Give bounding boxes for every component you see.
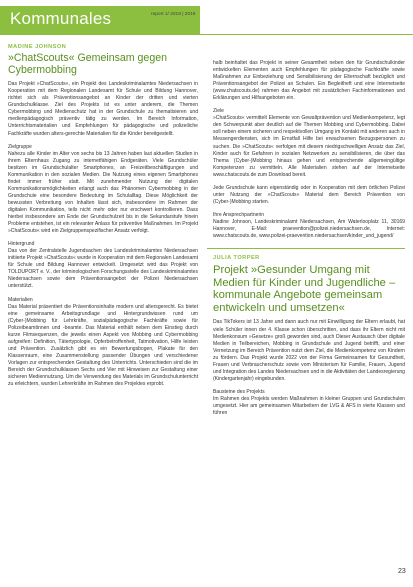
right-column — [207, 60, 405, 587]
page-header — [0, 0, 413, 34]
paragraph-projekt: Das TikTokers ist 13 Jahre und dann auch nur mit Einwilligung der Eltern erlaubt, hat viele Schüler innen der 4. Klasse schon überschritten, und dass ihr Eltern nicht mit Medienkonsum »Gesetze« groß geworden sind, auch Dieser Austausch über digitale Medien in Teilbereichen, Mobbing in Grundschule und Jugend betrifft, und einer Vernetzung im Bereich Prävention nutzt dem Ziel, die Medienkompetenz von Kindern zu fördern. Das Projekt wurde 2022 von der Firma Gemeinsamen für Gesundheit, Frauen und Verbraucherschutz sowie vom Ministerium für Familie, Frauen, Jugend und Integration des Landes Niedersachsen und in die Aktivitäten der Landesregierung (Kindergartenjahr) eingebunden. — [213, 319, 405, 382]
paragraph-hintergrund: Das von der Zentralstelle Jugendsachen des Landeskriminalamtes Niedersachsen initiierte Projekt »ChatScouts« wurde in Kooperation mit dem Regionalen Landesamt für Schule und Bildung Hannover entwickelt. Umgesetzt wird das Projekt von TOLDUPORT e. V., der kriminologischen Forschungsstelle des Landeskriminalamtes Niedersachsen sowie dem Präventionsangebot der Polizei Niedersachsen unterstützt. — [8, 248, 198, 290]
paragraph-ziele: »ChatScouts« vermittelt Elemente von Gewaltprävention und Medienkompetenz, legt den Schwerpunkt aber deutlich auf die Themen Mobbing und Cybermobbing. Dabei soll neben einem sicheren und respektvollen Umgang im Kontakt mit anderen auch in Messengerdiensten, sich im Ernstfall Hilfe bei erwachsenen Bezugspersonen zu suchen. Die »ChatScouts« verfolgen mit diesem niedrigschwelligen Ansatz das Ziel, Kinder auch für Gefahren in sozialen Netzwerken zu sensibilisieren, die über das Thema (Cyber-)Mobbing hinaus gehen und entsprechende allgemeingültige Kompetenzen zu vermitteln. Alle Materialien stehen auf der Internetseite www.chatscouts.de zum Download bereit. — [213, 115, 405, 178]
author-label: MADINE JOHNSON — [8, 44, 67, 50]
contact-info: Nadine Johnson, Landeskriminalamt Niedersachsen, Am Waterlooplatz 11, 30169 Hannover, E-Mail: praevention@polizei.niedersachsen.de, Internet: www.chatscouts.de, www.polizei-praevention.niedersachsen/kinder_und_jugend/ — [213, 218, 405, 240]
contact-heading: Ihre Ansprechpartnerin — [213, 211, 265, 218]
paragraph-ziele-2: Jede Grundschule kann eigenständig oder in Kooperation mit dem örtlichen Polizei unter Nutzung der »ChatScouts« Material dem Bereich Prävention von (Cyber-)Mobbing starten. — [213, 184, 405, 205]
subheading-hintergrund: Hintergrund — [8, 241, 35, 248]
article-title-2: Projekt »Gesunder Umgang mit Medien für Kinder und Jugendliche – kommunale Angebote gemeinsam entwickeln und umsetzen« — [213, 264, 396, 314]
paragraph-zielgruppe: Nahezu alle Kinder im Alter von sechs bis 13 Jahren haben laut aktuellen Studien in ihrem Elternhaus Zugang zu internetfähigen Endgeräten. Viele Grundschüler besitzen im Grundschulalter Smartphones, an Freizeitbeschäftigungen und Kommunikation in den sozialen Medien. Die Nutzung eines eigenen Smartphones findet immer früher statt. Mit zunehmender Nutzung der digitalen Kommunikationsmöglichkeiten erlangt auch das Phänomen Cybermobbing in der Grundschule eine besondere Bedeutung im Schulalltag. Diese Möglichkeit der bewussten Verbreitung von Inhalten lässt sich, insbesondere im Rahmen der digitalen Kommunikation, teils nicht mehr oder nur erschwert kontrollieren. Dass hierbei insbesondere am Ende der Grundschulzeit bis in die Sekundarstufe hinein Probleme entstehen, ist ein relevanter Anlass für präventive Maßnahmen. Im Projekt »ChatScouts« wird ein Zielgruppenspezifischer Ansatz verfolgt. — [8, 150, 198, 235]
subheading-materialien: Materialien — [8, 296, 33, 303]
subheading-zielgruppe: Zielgruppe — [8, 143, 32, 150]
paragraph-continued: halb beinhaltet das Projekt in seiner Gesamtheit neben den für Grundschulkinder entwickelten Elementen auch Empfehlungen für pädagogische Fachkräfte sowie Maßnahmen zur Einbeziehung und Sensibilisierung der Elternschaft bezüglich und Präventionsangebot der Polizei an Schulen. Ein Begleitheft und eine Internetseite (www.chatscouts.de) rahmen das Angebot mit zusätzlichen Fachinformationen und Erklärungen und Hilfsangeboten ein. — [213, 60, 405, 102]
issue-label: report 1/ 2019 | 2019 — [151, 12, 196, 17]
article-title: »ChatScouts« Gemeinsam gegen Cybermobbing — [8, 52, 167, 76]
paragraph-materialien: Das Material präsentiert die Präventionsinhalte modern und altersgerecht. Es bietet eine gemeinsame Arbeitsgrundlage und Hintergrundwissen rund um (Cyber-)Mobbing für Lehrkräfte, sozialpädagogische Fachkräfte sowie für Polizeibeamtinnen und -beamte. Das Material enthält neben dem Einstieg durch kurze Filmsequenzen, die jeweils einen Aspekt von Mobbing und Cybermobbing aufgreifen: Definition, Tätertypologie, Opferbetroffenheit, Tatmotivation, Hilfe leisten und Prävention. Zusätzlich gibt es ein Bewertungsbogen, Plakate für den Klassenraum, eine Zusammenstellung passender Übungen und verschiedener Vorlagen zur entsprechenden Gestaltung des Unterrichts. Unterschieden sind die im Bereich der Grundschulklassen Sechs und Vier mit Hinweisen zur Gestaltung einer sicheren Mediennutzung. Um die Verwendung des Materials im Grundschulunterricht zu erleichtern, wurden Lehrerkräfte im Rahmen des Projektes erprobt. — [8, 303, 198, 388]
section-divider — [207, 248, 405, 249]
page-number: 23 — [398, 568, 406, 575]
left-column — [2, 44, 198, 571]
section-title: Kommunales — [10, 9, 112, 28]
paragraph-bausteine: Im Rahmen des Projekts werden Maßnahmen in kleiner Gruppen und Grundschulen umgesetzt. Hier am gemeinsamen Mitarbeitern der LVG & AFS in vierte Klassen und führen — [213, 395, 405, 417]
subheading-bausteine: Bausteine des Projekts — [213, 388, 265, 395]
author-label-2: JULIA TORPER — [213, 255, 260, 262]
article-intro: Das Projekt »ChatScouts«, ein Projekt des Landeskriminalamtes Niedersachsen in Kooperation mit dem Regionalen Landesamt für Schule und Bildung Hannover, richtet sich als Präventionsangebot an Kinder der dritten und vierten Grundschulklasse. Ziel des Projekts ist es unter anderem, die Themen Cybermobbing und Medienschutz hat in der Grundschule zu thematisieren und medienpädagogisch präventiv tätig zu werden. Im Bereich Information, Unterrichtsmaterialien und Empfehlungen für pädagogische und polizeiliche Fachkräfte wurden alters-gerechte Materialien für die Kinder bereitgestellt. — [8, 81, 198, 137]
header-rule — [0, 34, 413, 35]
subheading-ziele: Ziele — [213, 108, 224, 115]
